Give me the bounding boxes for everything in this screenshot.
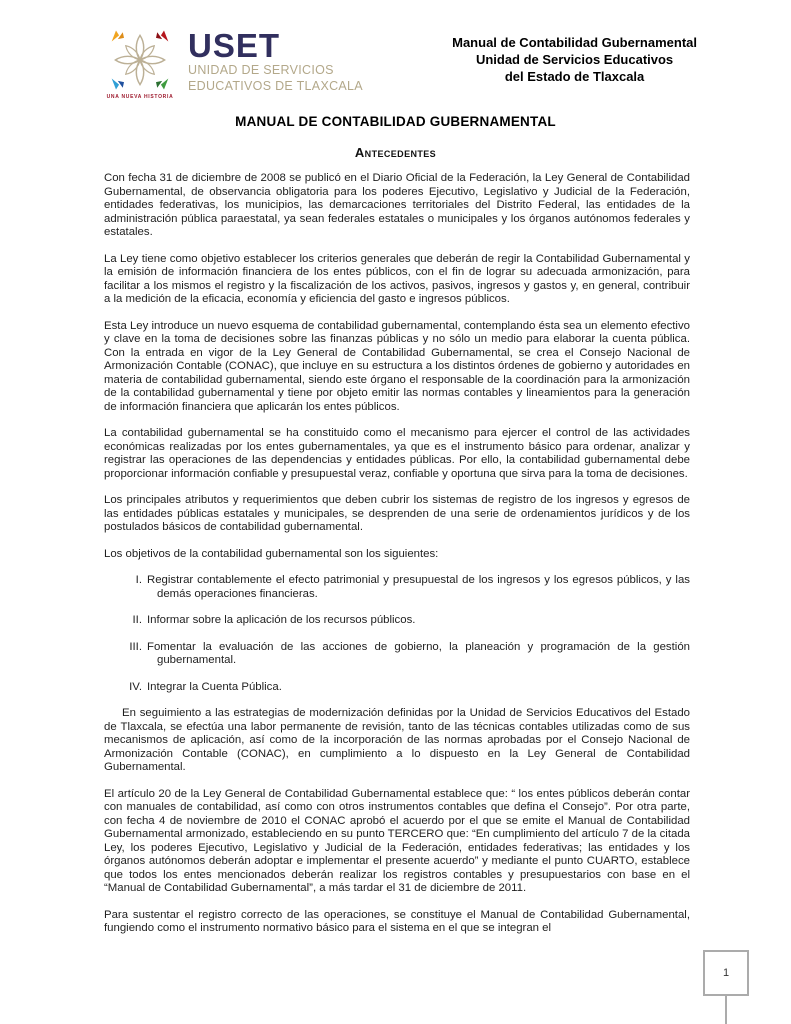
header-line1: Manual de Contabilidad Gubernamental: [452, 35, 697, 50]
objective-text: Registrar contablemente el efecto patrimonial y presupuestal de los ingresos y los egresos públicos, y las demás operaciones financieras.: [147, 574, 690, 600]
page-number-box: [703, 950, 749, 996]
document-body: [104, 172, 690, 936]
page-number-anchor-line: [725, 996, 727, 1024]
uset-flower-icon: [102, 28, 178, 92]
paragraph-8: Para sustentar el registro correcto de las operaciones, se constituye el Manual de Contabilidad Gubernamental, fungiendo como el instrumento normativo básico para el sistema en el que se integran el: [104, 908, 690, 934]
page-number: 1: [722, 967, 730, 979]
section-heading: Antecedentes: [354, 145, 437, 160]
objective-text: Fomentar la evaluación de las acciones de gobierno, la planeación y programación de la gestión gubernamental.: [147, 640, 690, 666]
paragraph-5: Los principales atributos y requerimientos que deben cubrir los sistemas de registro de los ingresos y egresos de las entidades públicas estatales y municipales, se desprenden de una serie de ordenamientos jurídicos y de los postulados básicos de contabilidad gubernamental.: [104, 494, 690, 533]
objectives-intro: Los objetivos de la contabilidad gubernamental son los siguientes:: [104, 547, 439, 560]
objectives-list: [128, 574, 690, 694]
paragraph-6: En seguimiento a las estrategias de modernización definidas por la Unidad de Servicios Educativos del Estado de Tlaxcala, se efectúa una labor permanente de revisión, tanto de las técnicas contables utilizadas como de sus mecanismos de aplicación, así como de la incorporación de las normas aprobadas por el Consejo Nacional de Armonización Contable (CONAC), en cumplimiento a lo dispuesto en la Ley General de Contabilidad Gubernamental.: [104, 707, 690, 773]
document-header-title: [452, 28, 697, 85]
header-line2: Unidad de Servicios Educativos: [475, 52, 674, 67]
objective-item-3: [128, 641, 690, 668]
paragraph-2: La Ley tiene como objetivo establecer los criterios generales que deberán de regir la Contabilidad Gubernamental y la emisión de información financiera de los entes públicos, con el fin de lograr su adecuada armonización, para facilitar a los mismos el registro y la fiscalización de los activos, pasivos, ingresos y gastos y, en general, contribuir a la medición de la eficacia, economía y eficiencia del gasto e ingresos públicos.: [104, 252, 690, 305]
objective-item-4: [128, 681, 690, 695]
objective-numeral: III.: [129, 640, 142, 653]
logo-org-line2: EDUCATIVOS DE TLAXCALA: [188, 78, 363, 93]
paragraph-7: El artículo 20 de la Ley General de Contabilidad Gubernamental establece que: “ los entes públicos deberán contar con manuales de contabilidad, así como con otros instrumentos contables que defina el Consejo”. Por otra parte, con fecha 4 de noviembre de 2010 el CONAC aprobó el acuerdo por el que se emite el Manual de Contabilidad Gubernamental armonizado, estableciendo en su punto TERCERO que: “En cumplimiento del artículo 7 de la citada Ley, los poderes Ejecutivo, Legislativo y Judicial de la Federación, entidades federativas; las entidades y los órganos autónomos deberán adoptar e implementar el presente acuerdo” y mediante el punto CUARTO, establece que todos los entes mencionados deberán realizar los registros contables y presupuestarios con base en el “Manual de Contabilidad Gubernamental”, a más tardar el 31 de diciembre de 2011.: [104, 787, 690, 894]
document-title: MANUAL DE CONTABILIDAD GUBERNAMENTAL: [235, 114, 556, 129]
objective-numeral: I.: [135, 574, 142, 586]
logo-acronym: USET: [188, 27, 281, 64]
logo-mark: [100, 28, 180, 100]
objective-text: Integrar la Cuenta Pública.: [147, 680, 282, 693]
page-header: [0, 0, 791, 100]
objective-item-2: [128, 614, 690, 628]
uset-logo: [100, 28, 363, 100]
paragraph-4: La contabilidad gubernamental se ha constituido como el mecanismo para ejercer el control de las actividades económicas realizadas por los entes gubernamentales, ya que es el instrumento básico para ordenar, analizar y registrar las operaciones de las dependencias y entidades públicas. Por ello, la contabilidad gubernamental debe proporcionar información confiable y presupuestal veraz, confiable y oportuna que sirva para la toma de decisiones.: [104, 427, 690, 480]
header-line3: del Estado de Tlaxcala: [504, 69, 645, 84]
objective-numeral: II.: [132, 614, 142, 626]
paragraph-1: Con fecha 31 de diciembre de 2008 se publicó en el Diario Oficial de la Federación, la Ley General de Contabilidad Gubernamental, de observancia obligatoria para los poderes Ejecutivo, Legislativo y Judicial de la Federación, entidades federativas, los municipios, las demarcaciones territoriales del Distrito Federal, las entidades de la administración pública paraestatal, ya sean federales estatales o municipales y los órganos autónomos federales y estatales.: [104, 172, 690, 238]
paragraph-3: Esta Ley introduce un nuevo esquema de contabilidad gubernamental, contemplando ésta sea un elemento efectivo y clave en la toma de decisiones sobre las finanzas públicas y no sólo un medio para elaborar la cuenta pública. Con la entrada en vigor de la Ley General de Contabilidad Gubernamental, se crea el Consejo Nacional de Armonización Contable (CONAC), que incluye en su estructura a los distintos órdenes de gobierno y autoridades en materia de contabilidad gubernamental, siendo este órgano el responsable de la coordinación para la armonización de la contabilidad gubernamental y tiene por objeto emitir las normas contables y lineamientos para la generación de información financiera que aplicarán los entes públicos.: [104, 319, 690, 413]
objective-item-1: [128, 574, 690, 601]
objective-text: Informar sobre la aplicación de los recursos públicos.: [147, 614, 416, 626]
logo-text-block: [188, 28, 363, 94]
logo-tagline: UNA NUEVA HISTORIA: [106, 94, 174, 100]
logo-org-line1: UNIDAD DE SERVICIOS: [188, 63, 334, 77]
objective-numeral: IV.: [129, 680, 142, 693]
